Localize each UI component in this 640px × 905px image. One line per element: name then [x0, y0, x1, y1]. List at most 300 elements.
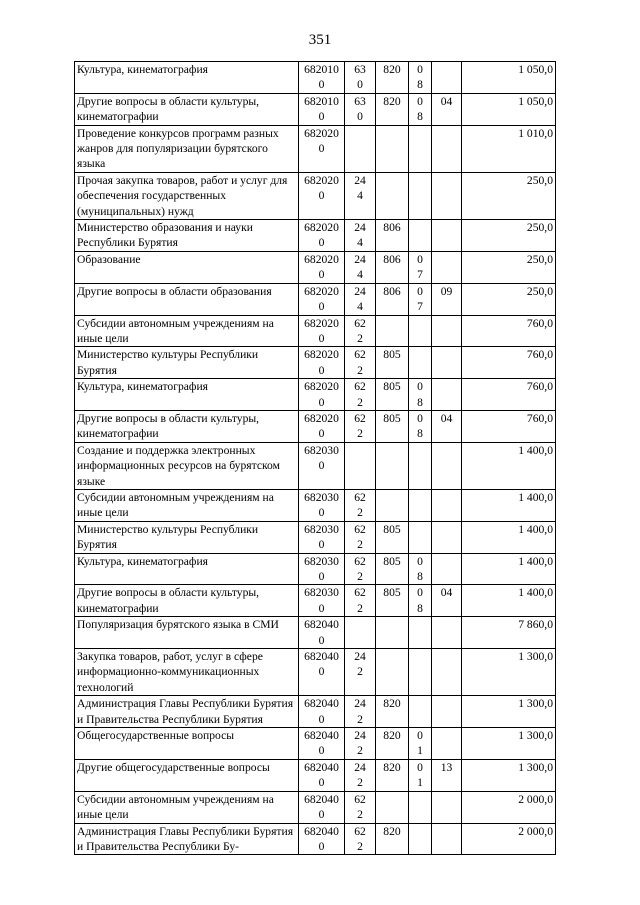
row-grbs: 820: [383, 697, 401, 711]
row-grbs-cell: [376, 728, 409, 760]
row-vr-part-1: 62: [354, 316, 366, 330]
row-rz-cell: [409, 93, 432, 125]
row-vr-part-2: 2: [357, 665, 363, 679]
row-name: Другие вопросы в области культуры, кинематографии: [77, 586, 260, 615]
row-name: Культура, кинематография: [77, 554, 208, 568]
table-row: [75, 220, 556, 252]
table-row: [75, 410, 556, 442]
row-vr-cell: [345, 379, 376, 411]
row-csr-part-2: 0: [318, 506, 325, 520]
row-sum: 1 400,0: [518, 443, 553, 457]
row-vr-part-2: 0: [357, 110, 363, 124]
row-sum: 1 050,0: [518, 94, 553, 108]
row-vr-part-2: 4: [357, 236, 363, 250]
row-vr-part-1: 62: [354, 586, 366, 600]
row-sum-cell: [462, 315, 556, 347]
row-csr-cell: [299, 791, 345, 823]
row-csr-part-2: 0: [318, 744, 325, 758]
row-vr-part-1: 62: [354, 380, 366, 394]
row-name-cell: [75, 585, 299, 617]
row-pr-cell: [432, 442, 462, 489]
row-pr-cell: [432, 585, 462, 617]
row-name-cell: [75, 759, 299, 791]
row-csr-cell: [299, 696, 345, 728]
row-sum: 1 300,0: [518, 650, 553, 664]
row-name: Культура, кинематография: [77, 380, 208, 394]
row-sum: 760,0: [526, 411, 553, 425]
row-vr-cell: [345, 315, 376, 347]
row-csr-part-1: 682030: [304, 443, 339, 457]
table-row: [75, 251, 556, 283]
row-vr-part-2: 2: [357, 363, 363, 377]
row-vr-cell: [345, 220, 376, 252]
row-vr-part-1: 62: [354, 411, 366, 425]
row-sum: 1 400,0: [518, 586, 553, 600]
row-rz-cell: [409, 728, 432, 760]
row-grbs-cell: [376, 251, 409, 283]
row-rz-cell: [409, 125, 432, 172]
row-rz-cell: [409, 521, 432, 553]
row-csr-cell: [299, 172, 345, 219]
row-name-cell: [75, 93, 299, 125]
row-rz-part-2: 1: [417, 744, 423, 758]
row-vr-cell: [345, 442, 376, 489]
row-csr-part-2: 0: [318, 459, 325, 473]
table-row: [75, 125, 556, 172]
row-sum-cell: [462, 125, 556, 172]
row-grbs-cell: [376, 283, 409, 315]
row-name: Культура, кинематография: [77, 63, 208, 76]
row-sum: 1 400,0: [518, 490, 553, 504]
table-row: [75, 283, 556, 315]
row-csr-part-1: 682020: [304, 126, 339, 140]
row-sum: 1 300,0: [518, 697, 553, 711]
row-vr-part-1: 24: [354, 284, 366, 298]
row-grbs-cell: [376, 220, 409, 252]
row-csr-part-2: 0: [318, 300, 325, 314]
row-vr-part-1: 62: [354, 792, 366, 806]
row-vr-part-2: 2: [357, 427, 363, 441]
row-grbs: 820: [383, 729, 401, 743]
row-name-cell: [75, 379, 299, 411]
row-rz-part-2: 1: [417, 776, 423, 790]
row-vr-part-1: 24: [354, 760, 366, 774]
row-vr-part-2: 4: [357, 189, 363, 203]
row-rz-part-1: 0: [417, 94, 423, 108]
row-csr-part-2: 0: [318, 110, 325, 124]
row-sum-cell: [462, 728, 556, 760]
row-vr-cell: [345, 791, 376, 823]
row-sum: 250,0: [526, 221, 553, 235]
row-vr-part-1: 24: [354, 173, 366, 187]
row-vr-part-1: 63: [354, 94, 366, 108]
row-grbs: 805: [383, 348, 401, 362]
row-sum: 2 000,0: [518, 824, 553, 838]
row-rz-cell: [409, 172, 432, 219]
row-pr-cell: [432, 251, 462, 283]
row-grbs: 805: [383, 411, 401, 425]
row-csr-part-2: 0: [318, 633, 325, 647]
table-row: [75, 759, 556, 791]
row-csr-part-1: 682020: [304, 221, 339, 235]
row-csr-cell: [299, 220, 345, 252]
row-pr-cell: [432, 649, 462, 696]
row-grbs-cell: [376, 410, 409, 442]
table-row: [75, 649, 556, 696]
row-sum-cell: [462, 379, 556, 411]
row-pr: 04: [440, 586, 453, 600]
row-pr-cell: [432, 791, 462, 823]
table-row: [75, 728, 556, 760]
row-grbs-cell: [376, 347, 409, 379]
row-sum: 1 400,0: [518, 554, 553, 568]
row-name-cell: [75, 251, 299, 283]
row-grbs-cell: [376, 791, 409, 823]
row-vr-part-1: 62: [354, 348, 366, 362]
table-row: [75, 347, 556, 379]
row-sum-cell: [462, 521, 556, 553]
row-grbs-cell: [376, 823, 409, 855]
row-sum: 7 860,0: [518, 618, 553, 632]
row-grbs: 805: [383, 380, 401, 394]
row-pr-cell: [432, 617, 462, 649]
row-vr-cell: [345, 251, 376, 283]
row-csr-part-1: 682020: [304, 316, 339, 330]
row-csr-part-2: 0: [318, 427, 325, 441]
row-csr-cell: [299, 62, 345, 94]
row-csr-part-1: 682040: [304, 618, 339, 632]
row-name: Образование: [77, 252, 141, 266]
row-sum-cell: [462, 759, 556, 791]
row-sum: 2 000,0: [518, 792, 553, 806]
row-name-cell: [75, 410, 299, 442]
row-sum-cell: [462, 649, 556, 696]
row-name: Субсидии автономным учреждениям на иные цели: [77, 792, 274, 822]
row-vr-part-2: 2: [357, 808, 363, 822]
row-csr-cell: [299, 728, 345, 760]
row-name: Другие вопросы в области образования: [77, 284, 272, 298]
row-rz-cell: [409, 251, 432, 283]
row-name-cell: [75, 728, 299, 760]
row-grbs-cell: [376, 759, 409, 791]
row-name-cell: [75, 347, 299, 379]
row-sum: 760,0: [526, 380, 553, 394]
row-vr-part-1: 24: [354, 221, 366, 235]
row-vr-cell: [345, 728, 376, 760]
row-grbs: 805: [383, 554, 401, 568]
row-csr-part-2: 0: [318, 808, 325, 822]
row-rz-cell: [409, 442, 432, 489]
table-row: [75, 93, 556, 125]
row-vr-cell: [345, 172, 376, 219]
row-name-cell: [75, 696, 299, 728]
row-vr-part-2: 0: [357, 78, 363, 92]
row-csr-part-2: 0: [318, 570, 325, 583]
row-rz-part-1: 0: [417, 411, 423, 425]
table-row: [75, 62, 556, 94]
row-rz-cell: [409, 347, 432, 379]
row-vr-cell: [345, 585, 376, 617]
row-csr-cell: [299, 315, 345, 347]
table-row: [75, 617, 556, 649]
row-grbs: 806: [383, 221, 401, 235]
row-name-cell: [75, 62, 299, 94]
row-vr-part-2: 4: [357, 268, 363, 282]
row-rz-part-2: 8: [417, 427, 423, 441]
row-sum: 1 300,0: [518, 760, 553, 774]
row-vr-part-1: 63: [354, 63, 366, 76]
row-grbs-cell: [376, 379, 409, 411]
row-sum-cell: [462, 791, 556, 823]
row-vr-part-2: 2: [357, 839, 363, 853]
row-csr-part-2: 0: [318, 601, 325, 615]
row-name: Министерство культуры Республики Бурятия: [77, 348, 259, 377]
row-name: Субсидии автономным учреждениям на иные цели: [77, 490, 274, 520]
row-rz-part-1: 0: [417, 380, 423, 394]
row-csr-cell: [299, 521, 345, 553]
row-grbs: 806: [383, 252, 401, 266]
row-sum-cell: [462, 220, 556, 252]
row-pr: 13: [440, 760, 453, 774]
row-grbs: 820: [383, 63, 401, 76]
row-rz-part-2: 8: [417, 570, 423, 583]
row-csr-part-1: 682020: [304, 284, 339, 298]
row-sum-cell: [462, 617, 556, 649]
row-vr-part-1: 62: [354, 490, 366, 504]
row-vr-cell: [345, 347, 376, 379]
row-rz-cell: [409, 585, 432, 617]
row-name: Администрация Главы Республики Бурятия и Правительства Республики Бурятия: [77, 697, 294, 726]
row-rz-part-1: 0: [417, 760, 423, 774]
row-vr-part-2: 2: [357, 744, 363, 758]
table-row: [75, 442, 556, 489]
row-csr-cell: [299, 489, 345, 521]
row-pr-cell: [432, 220, 462, 252]
row-vr-part-2: 2: [357, 776, 363, 790]
row-csr-cell: [299, 823, 345, 855]
row-pr-cell: [432, 489, 462, 521]
row-vr-part-2: 2: [357, 601, 363, 615]
budget-table-body: [75, 62, 556, 855]
row-vr-cell: [345, 489, 376, 521]
row-rz-cell: [409, 379, 432, 411]
table-row: [75, 521, 556, 553]
row-name-cell: [75, 521, 299, 553]
row-pr-cell: [432, 172, 462, 219]
row-csr-cell: [299, 283, 345, 315]
row-rz-cell: [409, 62, 432, 94]
row-csr-part-1: 682030: [304, 554, 339, 568]
row-sum-cell: [462, 251, 556, 283]
row-name-cell: [75, 617, 299, 649]
row-grbs-cell: [376, 62, 409, 94]
row-csr-part-2: 0: [318, 142, 325, 156]
row-sum-cell: [462, 62, 556, 94]
row-csr-cell: [299, 617, 345, 649]
row-grbs: 820: [383, 824, 401, 838]
row-rz-cell: [409, 410, 432, 442]
row-csr-cell: [299, 553, 345, 585]
row-sum-cell: [462, 283, 556, 315]
row-rz-cell: [409, 315, 432, 347]
row-name-cell: [75, 172, 299, 219]
table-row: [75, 489, 556, 521]
row-sum: 1 050,0: [518, 63, 553, 76]
row-rz-part-1: 0: [417, 729, 423, 743]
row-name-cell: [75, 791, 299, 823]
row-rz-part-2: 8: [417, 601, 423, 615]
row-csr-part-2: 0: [318, 363, 325, 377]
row-pr-cell: [432, 283, 462, 315]
row-vr-part-2: 2: [357, 538, 363, 552]
row-pr-cell: [432, 62, 462, 94]
row-name: Закупка товаров, работ, услуг в сфере информационно-коммуникационных технологий: [77, 650, 263, 694]
row-name: Проведение конкурсов программ разных жанров для популяризации бурятского языка: [77, 126, 279, 171]
row-csr-part-1: 682020: [304, 348, 339, 362]
row-csr-part-1: 682030: [304, 490, 339, 504]
table-row: [75, 823, 556, 855]
row-grbs-cell: [376, 521, 409, 553]
row-csr-part-1: 682010: [304, 63, 339, 76]
row-rz-cell: [409, 553, 432, 585]
row-vr-cell: [345, 521, 376, 553]
row-csr-part-1: 682040: [304, 650, 339, 664]
row-rz-part-1: 0: [417, 252, 423, 266]
row-csr-part-1: 682020: [304, 252, 339, 266]
row-rz-cell: [409, 791, 432, 823]
row-name: Министерство образования и науки Республики Бурятия: [77, 221, 253, 250]
row-vr-part-1: 24: [354, 729, 366, 743]
row-pr: 04: [440, 94, 453, 108]
row-csr-part-1: 682040: [304, 697, 339, 711]
row-sum-cell: [462, 823, 556, 855]
table-row: [75, 172, 556, 219]
row-grbs: 820: [383, 94, 401, 108]
row-grbs-cell: [376, 649, 409, 696]
row-grbs: 805: [383, 522, 401, 536]
row-pr: 04: [440, 411, 453, 425]
row-csr-cell: [299, 125, 345, 172]
row-pr-cell: [432, 728, 462, 760]
row-name-cell: [75, 489, 299, 521]
row-sum-cell: [462, 585, 556, 617]
row-sum-cell: [462, 696, 556, 728]
row-rz-cell: [409, 696, 432, 728]
row-vr-part-1: 24: [354, 697, 366, 711]
row-sum: 760,0: [526, 348, 553, 362]
row-rz-cell: [409, 220, 432, 252]
row-name: Министерство культуры Республики Бурятия: [77, 522, 259, 552]
row-pr-cell: [432, 347, 462, 379]
row-grbs-cell: [376, 489, 409, 521]
table-row: [75, 585, 556, 617]
row-csr-part-1: 682010: [304, 94, 339, 108]
row-csr-part-1: 682040: [304, 824, 339, 838]
row-name: Субсидии автономным учреждениям на иные цели: [77, 316, 274, 345]
row-vr-part-2: 2: [357, 712, 363, 726]
row-grbs: 820: [383, 760, 401, 774]
row-csr-part-1: 682020: [304, 173, 339, 187]
row-csr-part-2: 0: [318, 395, 325, 409]
row-sum: 250,0: [526, 252, 553, 266]
row-grbs-cell: [376, 93, 409, 125]
row-csr-part-2: 0: [318, 538, 325, 552]
row-rz-part-2: 7: [417, 300, 423, 314]
row-grbs-cell: [376, 442, 409, 489]
row-vr-cell: [345, 62, 376, 94]
row-vr-part-1: 24: [354, 650, 366, 664]
row-csr-part-2: 0: [318, 189, 325, 203]
row-grbs-cell: [376, 172, 409, 219]
row-vr-cell: [345, 125, 376, 172]
row-rz-part-1: 0: [417, 284, 423, 298]
row-pr-cell: [432, 410, 462, 442]
budget-table: [74, 61, 556, 855]
row-rz-part-2: 8: [417, 395, 423, 409]
row-pr-cell: [432, 315, 462, 347]
row-csr-cell: [299, 759, 345, 791]
row-vr-part-2: 4: [357, 300, 363, 314]
page-number: 351: [308, 32, 332, 48]
row-sum-cell: [462, 410, 556, 442]
row-sum: 250,0: [526, 284, 553, 298]
row-vr-cell: [345, 553, 376, 585]
row-name-cell: [75, 649, 299, 696]
row-name-cell: [75, 220, 299, 252]
row-vr-cell: [345, 823, 376, 855]
row-vr-part-1: 62: [354, 824, 366, 838]
row-sum: 250,0: [526, 173, 553, 187]
row-name-cell: [75, 442, 299, 489]
table-row: [75, 553, 556, 585]
row-csr-part-2: 0: [318, 712, 325, 726]
row-csr-part-1: 682040: [304, 792, 339, 806]
row-rz-part-2: 8: [417, 110, 423, 124]
row-pr-cell: [432, 759, 462, 791]
row-csr-cell: [299, 649, 345, 696]
row-sum: 1 010,0: [518, 126, 553, 140]
row-csr-part-2: 0: [318, 236, 325, 250]
row-csr-part-1: 682020: [304, 411, 339, 425]
row-grbs-cell: [376, 315, 409, 347]
row-grbs-cell: [376, 585, 409, 617]
row-grbs-cell: [376, 617, 409, 649]
row-pr-cell: [432, 696, 462, 728]
row-rz-part-1: 0: [417, 586, 423, 600]
row-name-cell: [75, 823, 299, 855]
row-sum-cell: [462, 489, 556, 521]
row-vr-part-2: 2: [357, 570, 363, 583]
row-vr-cell: [345, 93, 376, 125]
row-vr-cell: [345, 617, 376, 649]
row-vr-cell: [345, 410, 376, 442]
row-csr-part-2: 0: [318, 78, 325, 92]
table-row: [75, 315, 556, 347]
row-name-cell: [75, 283, 299, 315]
row-csr-part-1: 682040: [304, 760, 339, 774]
row-vr-part-2: 2: [357, 506, 363, 520]
row-csr-part-1: 682020: [304, 380, 339, 394]
row-name: Другие вопросы в области культуры, кинематографии: [77, 94, 260, 124]
row-rz-cell: [409, 489, 432, 521]
row-vr-cell: [345, 649, 376, 696]
row-sum-cell: [462, 442, 556, 489]
row-rz-part-2: 8: [417, 78, 423, 92]
row-pr-cell: [432, 93, 462, 125]
row-vr-cell: [345, 696, 376, 728]
row-name: Общегосударственные вопросы: [77, 729, 235, 743]
row-name: Другие общегосударственные вопросы: [77, 760, 270, 774]
